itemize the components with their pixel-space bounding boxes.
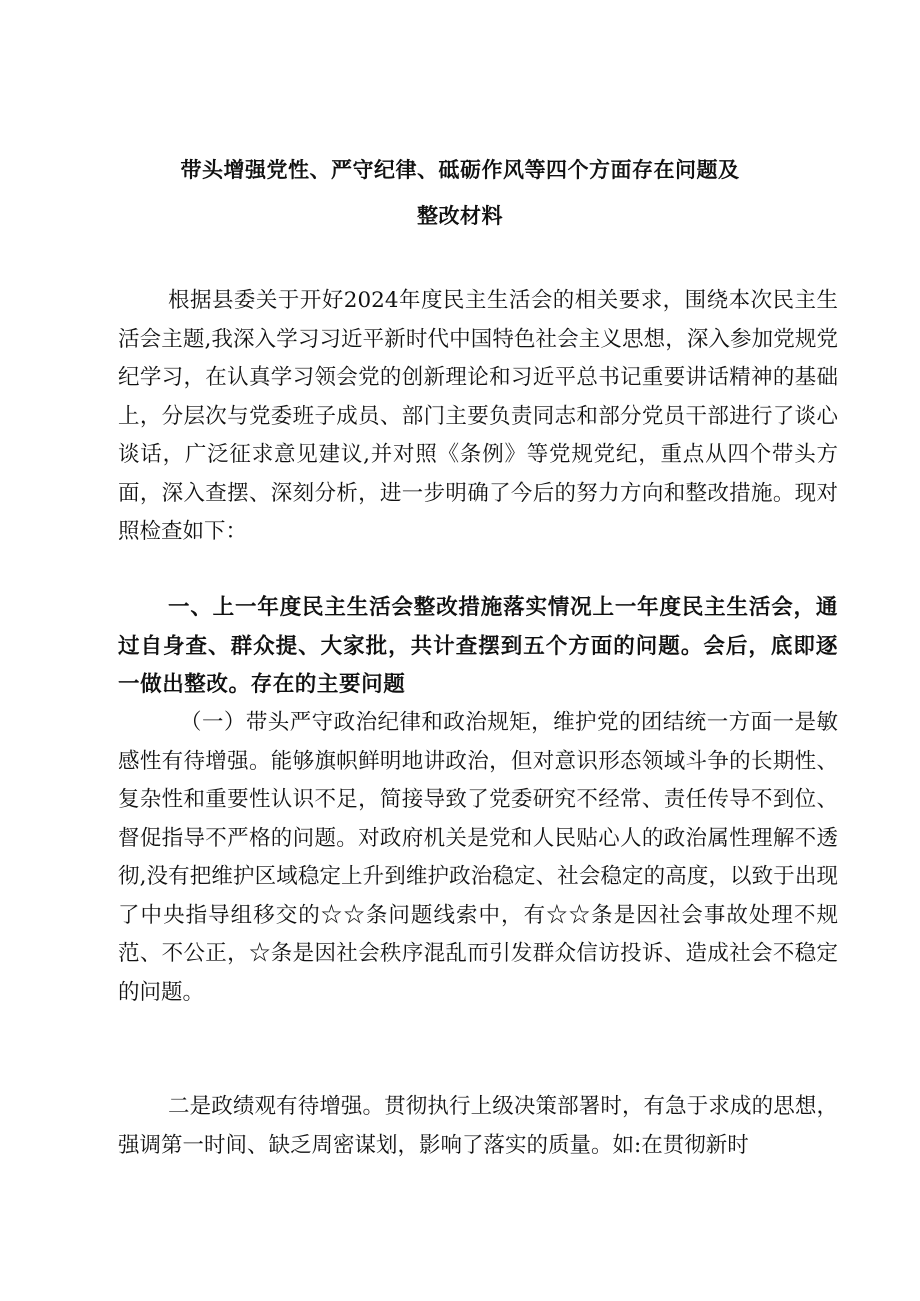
intro-paragraph: 根据县委关于开好2024年度民主生活会的相关要求，围绕本次民主生活会主题,我深入学习习近平新时代中国特色社会主义思想，深入参加党规党纪学习，在认真学习领会党的创新理论和习近平总书记重要讲话精神的基础上，分层次与党委班子成员、部门主要负责同志和部分党员干部进行了谈心谈话，广泛征求意见建议,并对照《条例》等党规党纪，重点从四个带头方面，深入查摆、深刻分析，进一步明确了今后的努力方向和整改措施。现对照检查如下： [118, 288, 838, 544]
subsection-paragraph-2: 二是政绩观有待增强。贯彻执行上级决策部署时，有急于求成的思想，强调第一时间、缺乏周密谋划，影响了落实的质量。如:在贯彻新时 [118, 1094, 838, 1158]
section-heading: 一、上一年度民主生活会整改措施落实情况上一年度民主生活会，通过自身查、群众提、大家批，共计查摆到五个方面的问题。会后，底即逐一做出整改。存在的主要问题 [118, 595, 838, 697]
document-title-line-2: 整改材料 [417, 204, 503, 228]
document-title-line-1: 带头增强党性、严守纪律、砥砺作风等四个方面存在问题及 [180, 158, 740, 182]
subsection-paragraph-1: （一）带头严守政治纪律和政治规矩，维护党的团结统一方面一是敏感性有待增强。能够旗帜鲜明地讲政治，但对意识形态领域斗争的长期性、复杂性和重要性认识不足，简接导致了党委研究不经常、责任传导不到位、督促指导不严格的问题。对政府机关是党和人民贴心人的政治属性理解不透彻,没有把维护区域稳定上升到维护政治稳定、社会稳定的高度，以致于出现了中央指导组移交的☆☆条问题线索中，有☆☆条是因社会事故处理不规范、不公正，☆条是因社会秩序混乱而引发群众信访投诉、造成社会不稳定的问题。 [118, 710, 838, 1005]
